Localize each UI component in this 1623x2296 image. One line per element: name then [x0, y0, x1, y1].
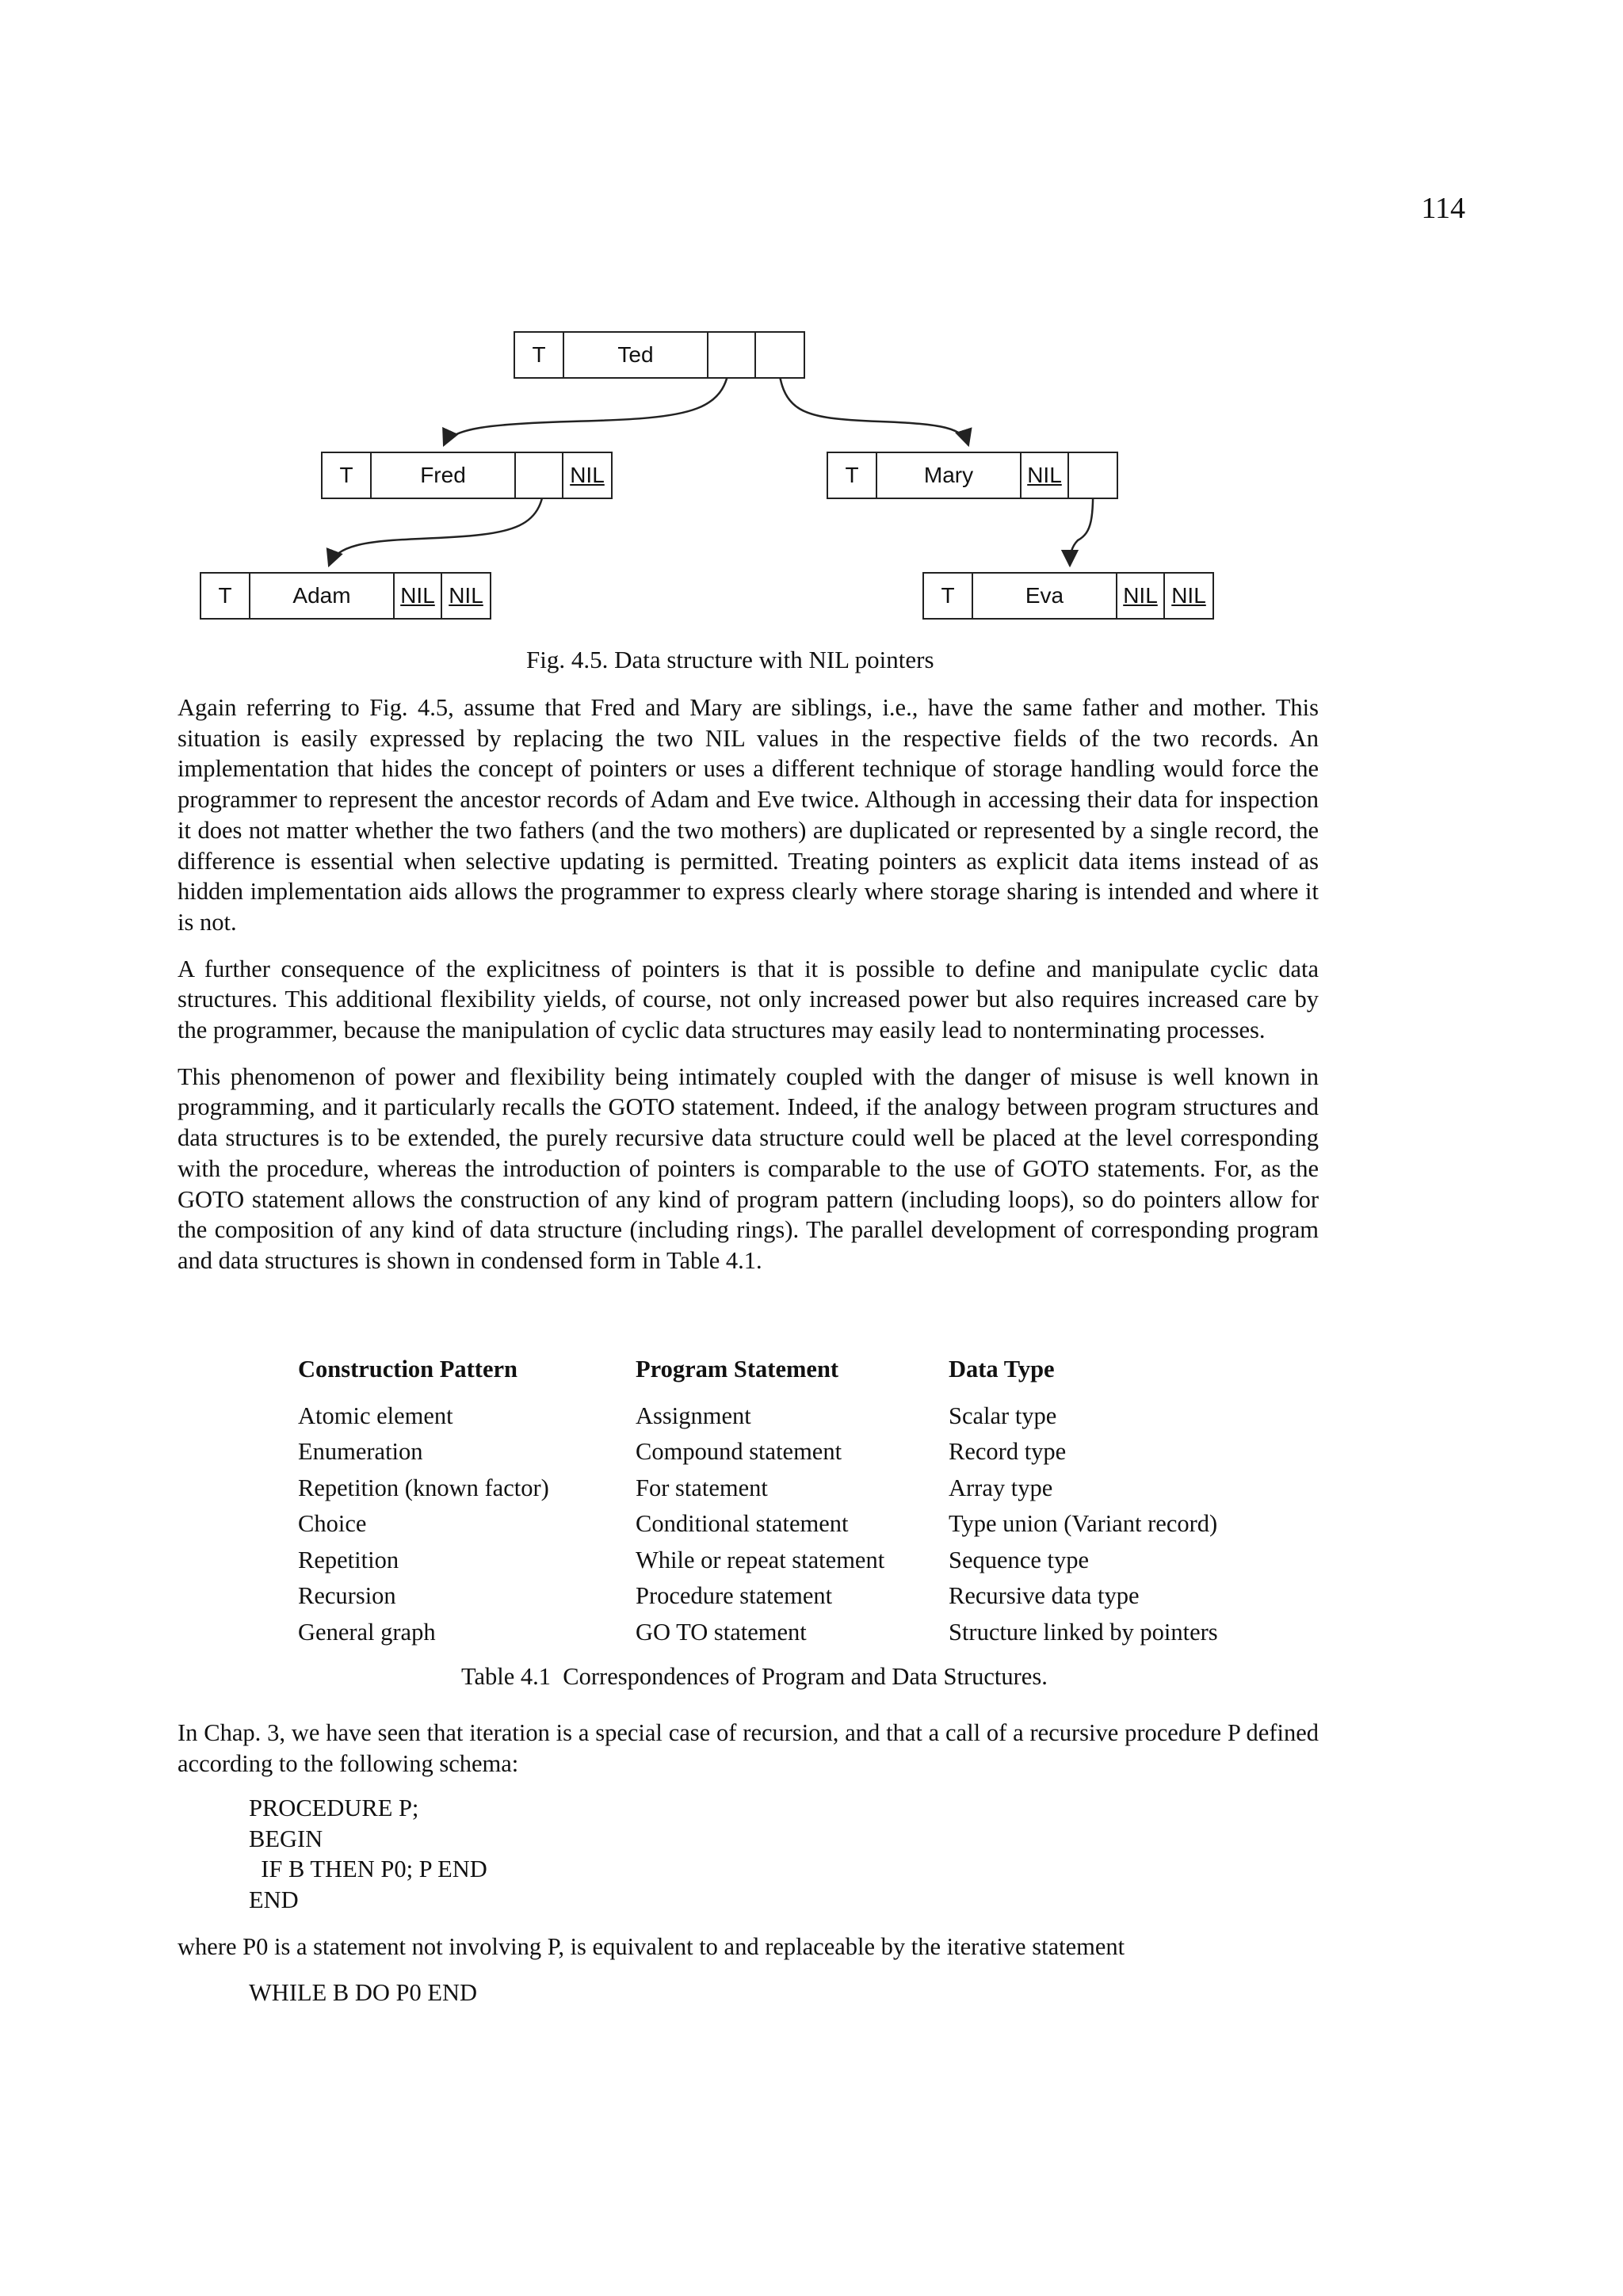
record-name: Adam: [250, 574, 395, 618]
page-number: 114: [1421, 192, 1465, 225]
table-cell: GO TO statement: [636, 1618, 807, 1646]
figure-caption: Fig. 4.5. Data structure with NIL pointers: [526, 646, 934, 673]
table-cell: Procedure statement: [636, 1582, 833, 1609]
table-cell: Scalar type: [949, 1402, 1057, 1429]
paragraph: In Chap. 3, we have seen that iteration is a special case of recursion, and that a call of a recursive procedure P defined according to the following schema:: [178, 1719, 1319, 1777]
pointer-field: [516, 453, 563, 498]
table-row: [298, 1615, 1305, 1651]
code-block-procedure: [249, 1793, 487, 1916]
table-header-cell: Program Statement: [636, 1356, 839, 1383]
pointer-field: [708, 333, 756, 377]
record-fred: [321, 452, 613, 499]
code-line: BEGIN: [249, 1825, 323, 1852]
nil-field: NIL: [395, 574, 442, 618]
table-cell: Conditional statement: [636, 1510, 849, 1537]
table-cell: Record type: [949, 1438, 1067, 1465]
table-row: [298, 1543, 1305, 1579]
code-line: WHILE B DO P0 END: [249, 1979, 478, 2006]
record-name: Fred: [372, 453, 516, 498]
record-tag: T: [515, 333, 564, 377]
code-line: PROCEDURE P;: [249, 1794, 419, 1821]
record-tag: T: [201, 574, 250, 618]
table-cell: General graph: [298, 1618, 436, 1646]
table-cell: Assignment: [636, 1402, 751, 1429]
table-cell: Choice: [298, 1510, 367, 1537]
record-ted: [514, 331, 805, 379]
table-caption: Table 4.1 Correspondences of Program and Data Structures.: [461, 1663, 1048, 1690]
table-cell: Array type: [949, 1474, 1053, 1501]
paragraph: A further consequence of the explicitness of pointers is that it is possible to define and manipulate cyclic data structures. This additional flexibility yields, of course, not only increased power but also requires increased care by the programmer, because the manipulation of cyclic data structures may easily lead to nonterminating processes.: [178, 955, 1319, 1044]
record-adam: [200, 572, 491, 620]
table-header-cell: Construction Pattern: [298, 1356, 518, 1383]
code-line: IF B THEN P0; P END: [249, 1855, 487, 1883]
table-cell: Repetition: [298, 1546, 399, 1573]
table-row: [298, 1470, 1305, 1507]
pointer-arrows: [0, 0, 1623, 634]
code-block-while: [249, 1978, 477, 2008]
table-header-cell: Data Type: [949, 1356, 1055, 1383]
code-line: END: [249, 1886, 299, 1914]
nil-field: NIL: [449, 583, 483, 608]
pointer-field: [756, 333, 804, 377]
nil-field: NIL: [1022, 453, 1069, 498]
nil-field: NIL: [1117, 574, 1165, 618]
table-row: [298, 1434, 1305, 1470]
table-row: [298, 1506, 1305, 1543]
record-mary: [827, 452, 1118, 499]
record-eva: [922, 572, 1214, 620]
table-cell: Sequence type: [949, 1546, 1089, 1573]
record-name: Ted: [564, 333, 708, 377]
record-tag: T: [924, 574, 973, 618]
record-tag: T: [323, 453, 372, 498]
table-row: [298, 1398, 1305, 1435]
arrow-ted-to-mary: [777, 355, 968, 445]
table-cell: Type union (Variant record): [949, 1510, 1218, 1537]
paragraph: where P0 is a statement not involving P, is equivalent to and replaceable by the iterative statement: [178, 1933, 1125, 1960]
nil-field: NIL: [1171, 583, 1206, 608]
paragraph: Again referring to Fig. 4.5, assume that Fred and Mary are siblings, i.e., have the same father and mother. This situation is easily expressed by replacing the two NIL values in the respective fields of the two records. An implementation that hides the concept of pointers or uses a different technique of storage handling would force the programmer to represent the ancestor records of Adam and Eve twice. Although in accessing their data for inspection it does not matter whether the two fathers (and the two mothers) are duplicated or represented by a single record, the difference is essential when selective updating is permitted. Treating pointers as explicit data items instead of as hidden implementation aids allows the programmer to express clearly where storage sharing is intended and where it is not.: [178, 694, 1319, 936]
table-cell: Compound statement: [636, 1438, 842, 1465]
record-name: Eva: [973, 574, 1117, 618]
table-cell: Recursive data type: [949, 1582, 1140, 1609]
table-correspondences: [298, 1352, 1305, 1650]
record-tag: T: [828, 453, 877, 498]
table-cell: Structure linked by pointers: [949, 1618, 1218, 1646]
table-cell: Enumeration: [298, 1438, 423, 1465]
table-row: [298, 1578, 1305, 1615]
figure-data-structure: [0, 0, 1623, 634]
table-cell: Repetition (known factor): [298, 1474, 549, 1501]
body-section-2: [178, 1718, 1319, 1779]
nil-field: NIL: [570, 463, 605, 487]
table-cell: For statement: [636, 1474, 768, 1501]
body-section-1: [178, 692, 1319, 1276]
paragraph: This phenomenon of power and flexibility being intimately coupled with the danger of misuse is well known in programming, and it particularly recalls the GOTO statement. Indeed, if the analogy between program structures and data structures is to be extended, the purely recursive data structure could well be placed at the level corresponding with the procedure, whereas the introduction of pointers is comparable to the use of GOTO statements. For, as the GOTO statement allows the construction of any kind of program pattern (including loops), so do pointers allow for the composition of any kind of data structure (including rings). The parallel development of corresponding program and data structures is shown in condensed form in Table 4.1.: [178, 1062, 1319, 1274]
body-section-3: [178, 1932, 1319, 1962]
table-cell: Recursion: [298, 1582, 396, 1609]
pointer-field: [1069, 453, 1117, 498]
table-cell: While or repeat statement: [636, 1546, 885, 1573]
record-name: Mary: [877, 453, 1022, 498]
table-header-row: [298, 1352, 1305, 1388]
table-cell: Atomic element: [298, 1402, 453, 1429]
